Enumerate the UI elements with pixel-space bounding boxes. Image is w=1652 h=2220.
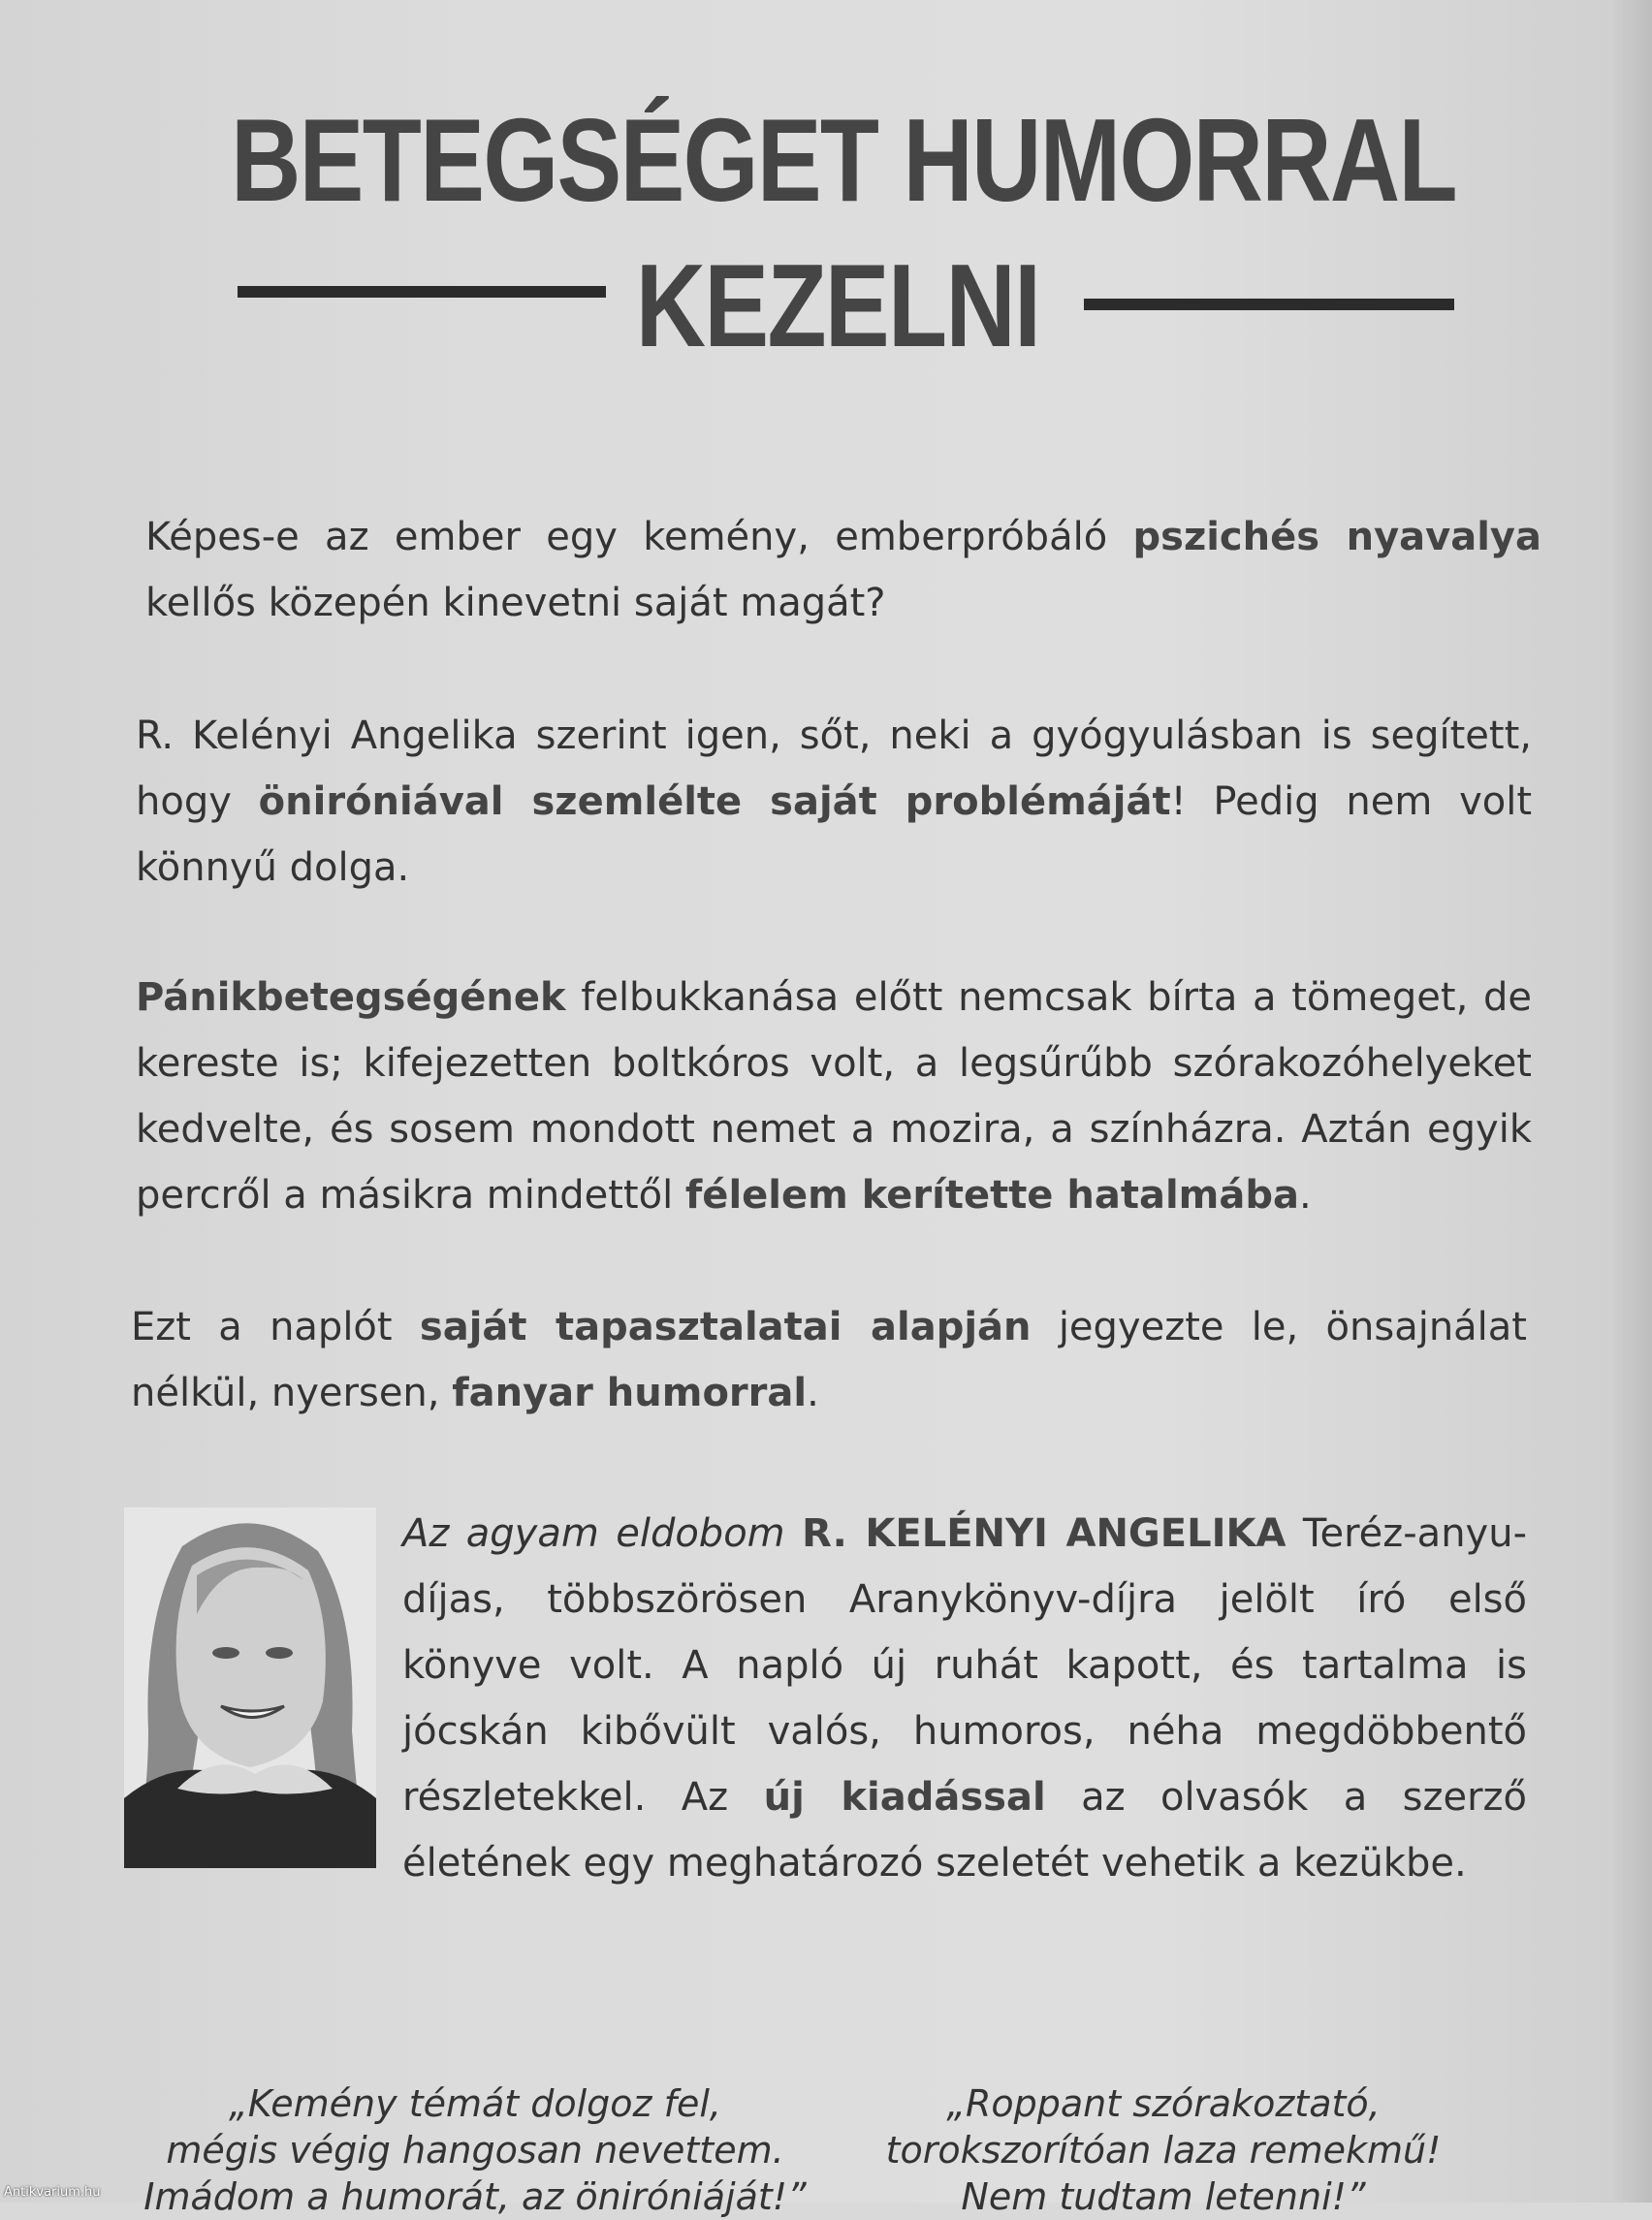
paragraph-4-text-a: Ezt a naplót	[131, 1305, 420, 1349]
title-line-1: BETEGSÉGET HUMORRAL	[231, 94, 1456, 226]
paragraph-1-bold: pszichés nyavalya	[1132, 515, 1541, 559]
paragraph-1-text-c: kellős közepén kinevetni saját magát?	[145, 581, 886, 625]
paragraph-1-text-a: Képes-e az ember egy kemény, emberpróbáló	[145, 515, 1133, 559]
paragraph-3-bold-c: félelem kerítette hatalmába	[684, 1173, 1299, 1218]
bio-bold-e: új kiadással	[763, 1775, 1046, 1820]
bio-text-d: Teréz-anyu-díjas, többszörösen Aranykönyv-díjra jelölt író első könyve volt. A napló új ruhát kapott, és tartalma is jócskán kibővült valós, humoros, néha megdöbbentő részletekkel. Az	[402, 1511, 1528, 1820]
paragraph-2-text-a: R. Kelényi Angelika szerint igen, sőt, neki a gyógyulásban is segített, hogy	[136, 714, 1532, 824]
paragraph-3-text-b: felbukkanása előtt nemcsak bírta a tömeget, de kereste is; kifejezetten boltkóros volt, a legsűrűbb szórakozóhelyeket kedvelte, és sosem mondott nemet a mozira, a színházra. Aztán egyik percről a másikra mindettől	[136, 975, 1532, 1218]
quote-left-line-2: mégis végig hangosan nevettem.	[166, 2129, 784, 2172]
watermark: Antikvarium.hu	[4, 2185, 101, 2200]
quote-right-line-1: „Roppant szórakoztató,	[946, 2082, 1381, 2125]
paragraph-4-text-e: .	[807, 1371, 819, 1415]
quote-right-line-2: torokszorítóan laza remekmű!	[885, 2129, 1442, 2172]
quote-left-line-1: „Kemény témát dolgoz fel,	[229, 2082, 721, 2125]
bio-book-title: Az agyam eldobom	[402, 1511, 785, 1556]
paragraph-4-bold-d: fanyar humorral	[452, 1371, 808, 1415]
paragraph-3-bold-a: Pánikbetegségének	[136, 975, 566, 1020]
paragraph-4-bold-b: saját tapasztalatai alapján	[419, 1305, 1032, 1349]
title-line-2: KEZELNI	[635, 239, 1040, 371]
quote-right-line-3: Nem tudtam letenni!”	[961, 2175, 1366, 2218]
quote-right	[824, 2080, 1503, 2220]
author-bio	[402, 1501, 1527, 1896]
paragraph-3	[136, 965, 1532, 1228]
quote-left-line-3: Imádom a humorát, az öniróniáját!”	[143, 2175, 807, 2218]
title-rule-right	[1084, 299, 1454, 310]
quote-left	[136, 2080, 814, 2220]
bio-text-f: az olvasók a szerző életének egy meghatározó szeletét vehetik a kezükbe.	[402, 1775, 1528, 1886]
paragraph-2	[136, 703, 1532, 901]
bio-author-name: R. KELÉNYI ANGELIKA	[802, 1511, 1287, 1556]
bio-space	[785, 1511, 802, 1556]
author-photo	[124, 1507, 376, 1868]
paragraph-2-text-c: ! Pedig nem volt könnyű dolga.	[136, 779, 1533, 890]
paragraph-4	[131, 1294, 1527, 1426]
book-spine-edge	[1613, 0, 1652, 2203]
paragraph-3-text-d: .	[1298, 1173, 1312, 1218]
paragraph-2-bold: öniróniával szemlélte saját problémáját	[258, 779, 1171, 824]
paragraph-1	[145, 504, 1541, 636]
paragraph-4-text-c: jegyezte le, önsajnálat nélkül, nyersen,	[131, 1305, 1527, 1415]
